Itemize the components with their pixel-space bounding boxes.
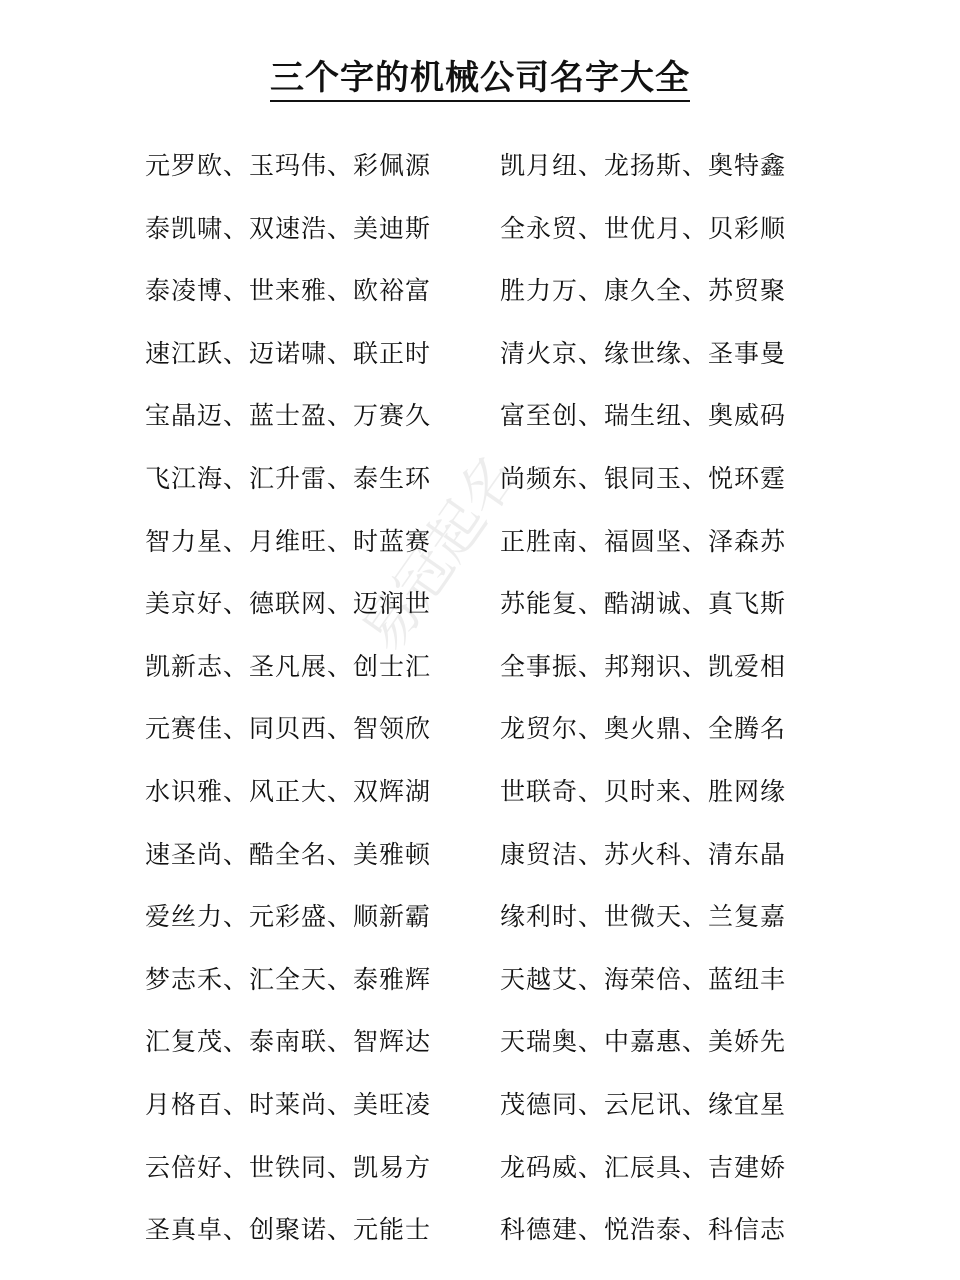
name-row xyxy=(0,1085,960,1148)
name-group-left: 水识雅、风正大、双辉湖 xyxy=(145,776,432,806)
name-row xyxy=(0,396,960,459)
name-group-left: 速江跃、迈诺啸、联正时 xyxy=(145,338,432,368)
name-group-left: 泰凌博、世来雅、欧裕富 xyxy=(145,276,432,306)
name-group-right: 胜力万、康久全、苏贸聚 xyxy=(500,276,787,306)
page-title-text: 三个字的机械公司名字大全 xyxy=(270,58,690,102)
name-group-right: 尚频东、银同玉、悦环霆 xyxy=(500,463,787,493)
name-group-right: 天瑞奥、中嘉惠、美娇先 xyxy=(500,1027,787,1057)
name-row xyxy=(0,146,960,209)
name-row xyxy=(0,647,960,710)
name-group-right: 科德建、悦浩泰、科信志 xyxy=(500,1215,787,1245)
name-group-right: 龙贸尔、奥火鼎、全腾名 xyxy=(500,714,787,744)
name-list xyxy=(0,146,960,1273)
name-row xyxy=(0,709,960,772)
name-group-right: 龙码威、汇辰具、吉建娇 xyxy=(500,1152,787,1182)
name-group-right: 正胜南、福圆坚、泽森苏 xyxy=(500,526,787,556)
name-group-right: 世联奇、贝时来、胜网缘 xyxy=(500,776,787,806)
name-group-right: 天越艾、海荣倍、蓝纽丰 xyxy=(500,964,787,994)
name-row xyxy=(0,772,960,835)
name-group-left: 元赛佳、同贝西、智领欣 xyxy=(145,714,432,744)
name-row xyxy=(0,1210,960,1273)
name-group-left: 云倍好、世铁同、凯易方 xyxy=(145,1152,432,1182)
name-row xyxy=(0,897,960,960)
name-group-left: 凯新志、圣凡展、创士汇 xyxy=(145,651,432,681)
name-group-right: 全事振、邦翔识、凯爱相 xyxy=(500,651,787,681)
name-row xyxy=(0,1148,960,1211)
name-row xyxy=(0,584,960,647)
name-group-right: 富至创、瑞生纽、奥威码 xyxy=(500,401,787,431)
name-group-left: 梦志禾、汇全天、泰雅辉 xyxy=(145,964,432,994)
name-group-right: 清火京、缘世缘、圣事曼 xyxy=(500,338,787,368)
name-group-right: 缘利时、世微天、兰复嘉 xyxy=(500,902,787,932)
name-group-right: 茂德同、云尼讯、缘宜星 xyxy=(500,1089,787,1119)
name-group-left: 月格百、时莱尚、美旺凌 xyxy=(145,1089,432,1119)
name-group-left: 汇复茂、泰南联、智辉达 xyxy=(145,1027,432,1057)
name-row xyxy=(0,835,960,898)
name-group-right: 康贸洁、苏火科、清东晶 xyxy=(500,839,787,869)
name-group-right: 全永贸、世优月、贝彩顺 xyxy=(500,213,787,243)
name-row xyxy=(0,459,960,522)
name-group-left: 飞江海、汇升雷、泰生环 xyxy=(145,463,432,493)
name-group-left: 泰凯啸、双速浩、美迪斯 xyxy=(145,213,432,243)
name-row xyxy=(0,334,960,397)
name-group-left: 圣真卓、创聚诺、元能士 xyxy=(145,1215,432,1245)
name-group-left: 美京好、德联网、迈润世 xyxy=(145,589,432,619)
name-group-right: 苏能复、酷湖诚、真飞斯 xyxy=(500,589,787,619)
name-row xyxy=(0,209,960,272)
name-group-right: 凯月纽、龙扬斯、奥特鑫 xyxy=(500,151,787,180)
name-row xyxy=(0,522,960,585)
name-row xyxy=(0,1022,960,1085)
page-title xyxy=(0,50,960,99)
name-group-left: 爱丝力、元彩盛、顺新霸 xyxy=(145,902,432,932)
name-group-left: 智力星、月维旺、时蓝赛 xyxy=(145,526,432,556)
watermark: 易冠起名 xyxy=(349,443,532,665)
name-group-left: 速圣尚、酷全名、美雅顿 xyxy=(145,839,432,869)
name-group-left: 宝晶迈、蓝士盈、万赛久 xyxy=(145,401,432,431)
name-group-left: 元罗欧、玉玛伟、彩佩源 xyxy=(145,151,432,180)
name-row xyxy=(0,960,960,1023)
name-row xyxy=(0,271,960,334)
